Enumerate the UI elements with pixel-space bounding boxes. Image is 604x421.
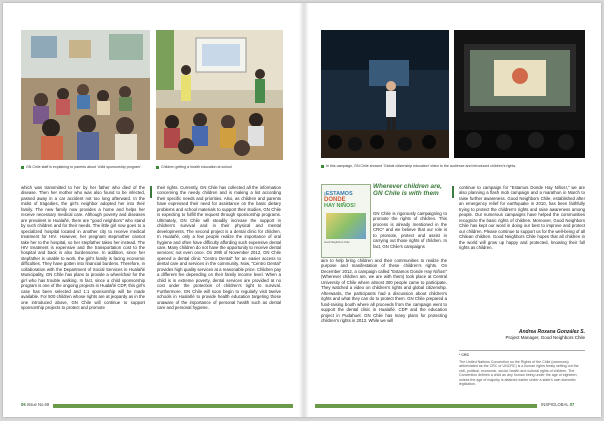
- caption-photo-mid-text: Children getting a health education at school: [161, 165, 232, 169]
- photo-health-education: [156, 30, 283, 160]
- campaign-poster: [321, 184, 371, 258]
- body-column-3-side-text: GN Chile is rigorously campaigning to promote the rights of children. This process is already mentioned in the CRC* and we believe that our role is to promote, protect and assist in carrying out those rights of children. In fact, GN Chile’s campaigns: [373, 211, 447, 249]
- column-divider: [150, 186, 152, 198]
- page-number-left: 06: [21, 402, 26, 407]
- page-gutter: [299, 3, 309, 417]
- page-number-right: 07: [569, 402, 575, 407]
- poster-small-text: Good Neighbors Chile: [324, 241, 350, 244]
- footnote-label: * CRC: [459, 353, 470, 357]
- caption-square-icon: [156, 166, 159, 169]
- poster-title-3: HAY NIÑOS!: [324, 203, 356, 209]
- folio-left: [21, 402, 49, 407]
- footer-bar-left: [53, 404, 293, 408]
- magazine-spread: [3, 3, 601, 417]
- issue-label: Issue No.69: [26, 402, 50, 407]
- footer-bar-right: [315, 404, 537, 408]
- photo-video-screening: [454, 30, 585, 158]
- body-column-4-text: continue to campaign for “Estamos Donde Hay Niños!,” we are also planning a flash mob campaign and a marathon in March to raise further awareness. Good Neighbors Chile, established after an emergency relief for earthquake in 2010, has been faithfully trying to protect the children’s rights and raise awareness among people. Our numerous campaigns have helped the communities recognize the basic rights of children. Moreover, Good Neighbors Chile has kept our word in doing our best to improve and protect our children. Please continue to support us for the well-being of all Chilean children. Good Neighbors Chile hopes that all children in the world will grow up happy and protected, knowing their full rights as children.: [459, 185, 585, 250]
- body-column-3-text: aim to help bring children and their communities to realize the purpose and manifestation of these children’s rights. On December 2012, a campaign called “Estamos Donde Hay Niños!” (Wherever children are, we are with them) took place at Central University of Chile where almost 300 people came to participate. They watched a video on children’s rights and global citizenship. Afterwards, the participants had a discussion about children’s rights and what they can do to protect them. GN Chile prepared a fund-raising booth where all proceeds from the campaign went to support the dental clinic in Hualañé. CDP and the education project in Pudahuel. GN Chile has many plans for protecting children’s rights in 2013. While we will: [321, 258, 447, 323]
- photo-health-education-image: [156, 30, 283, 160]
- photo-campaign-presenter: [321, 30, 449, 158]
- magazine-name: INSPIGLOBAL: [541, 402, 569, 407]
- body-column-2: [157, 185, 281, 396]
- photo-campaign-presenter-image: [321, 30, 449, 158]
- caption-photo-right: [321, 164, 585, 168]
- body-column-2-text: their rights. Currently, GN Chile has collected all the information concerning the needy children and is making a list according their specific needs and priorities. Also, as children and parents have expressed their need for assistance on the basic dietary problems and school materials to support their studies, GN Chile is expecting to fulfill the request through sponsorship programs. Ultimately, GN Chile will steadily increase the support in children’s survival and in their physical and mental developments. The second project is a dental clinic for children. In Hualañé, only a few people realize the importance of oral hygiene and often have difficulty affording such expensive dental care. Many children do not have the opportunity to receive dental services; not even once. On 29th of November 2012, GN Chile opened a dental clinic “Centro Dental” for an easier access to dental care and services in the community. Now, “Centro Dental” provides high quality services at a reasonable price. Children pay a different fee depending on their family income level. When a child is in extreme poverty, dental services are provided at no cost under the protection of children’s right to survival. Furthermore, GN Chile will soon begin to regularly visit twelve schools in Hualañé to provide health education targeting those unaware of the importance of personal health such as dental care and personal hygiene.: [157, 185, 281, 310]
- body-column-3: [321, 258, 447, 396]
- folio-right: [541, 402, 574, 407]
- footnote-rule: [459, 350, 585, 351]
- caption-square-icon: [21, 166, 24, 169]
- body-column-1: [21, 185, 145, 396]
- caption-photo-left-text: GN Chile staff is explaining to parents about ‘child sponsorship program’.: [26, 165, 142, 169]
- body-column-1-text: which was transmitted to her by her father who died of the disease. Then her mother who was also found to be infected, passed away in a car accident not too long afterward. In the midst of tragedies, the girl’s neighbor adopted her into their family. The new family now provides a home and helps her receive necessary medical care. Although poverty and diseases are prevalent in Hualañé, there are “good neighbors” who stand by such children and for their needs. The little girl now goes to a specialized hospital located in another city to receive medical treatment for HIV. However, her pregnant stepmother cannot take her to the hospital, so her stepfather takes her instead. The HIV treatment is expensive and the transportation cost to the hospital and back is also burdensome. In addition, since her stepfather is unable to work, the girl’s family is facing economic difficulties. They have gotten into financial burdens. Therefore, in collaboration with the Department of Social Services in Hualañé Municipality, GN Chile has plans to provide a wheelchair for the girl who has trouble walking. In fact, since a child sponsorship program is one of the ongoing projects in Hualañé CDP, this girl’s case has been selected and 1:1 sponsorship will be made available. For 500 children whose rights are at jeopardy as in the one introduced above, GN Chile will continue to support sponsorship projects to protect and promote: [21, 185, 145, 310]
- signature-role: Project Manager, Good Neighbors Chile: [505, 335, 585, 340]
- poster-title-2: DONDE: [324, 197, 346, 203]
- body-column-4: [459, 185, 585, 329]
- caption-photo-mid: [156, 165, 283, 169]
- signature-block: [459, 329, 585, 340]
- photo-parents-meeting: [21, 30, 150, 160]
- caption-square-icon: [321, 165, 324, 168]
- photo-parents-meeting-image: [21, 30, 150, 160]
- footnote-text: The United Nations Convention on the Rights of the Child (commonly abbreviated as the CRC or UNCRC) is a human rights treaty setting out the civil, political, economic, social, health and cultural rights of children. The Convention defines a child as any human being under the age of eighteen, unless the age of majority is attained earlier under a state’s own domestic legislation.: [459, 360, 579, 387]
- section-heading: [373, 184, 447, 198]
- column-divider: [452, 186, 454, 198]
- caption-photo-right-text: In this campaign, GN Chile showed ‘Global citizenship education’ video to the audience and introduced children’s rights.: [326, 164, 517, 168]
- poster-illustration: [326, 213, 366, 239]
- photo-video-screening-image: [454, 30, 585, 158]
- signature-name: Andrea Roxana González S.: [518, 329, 585, 335]
- poster-title-1: ¡ESTAMOS: [324, 191, 353, 197]
- section-heading-text: Wherever children are, GN Chile is with them: [373, 183, 442, 197]
- caption-photo-left: [21, 165, 150, 169]
- body-column-3-side: [373, 211, 447, 258]
